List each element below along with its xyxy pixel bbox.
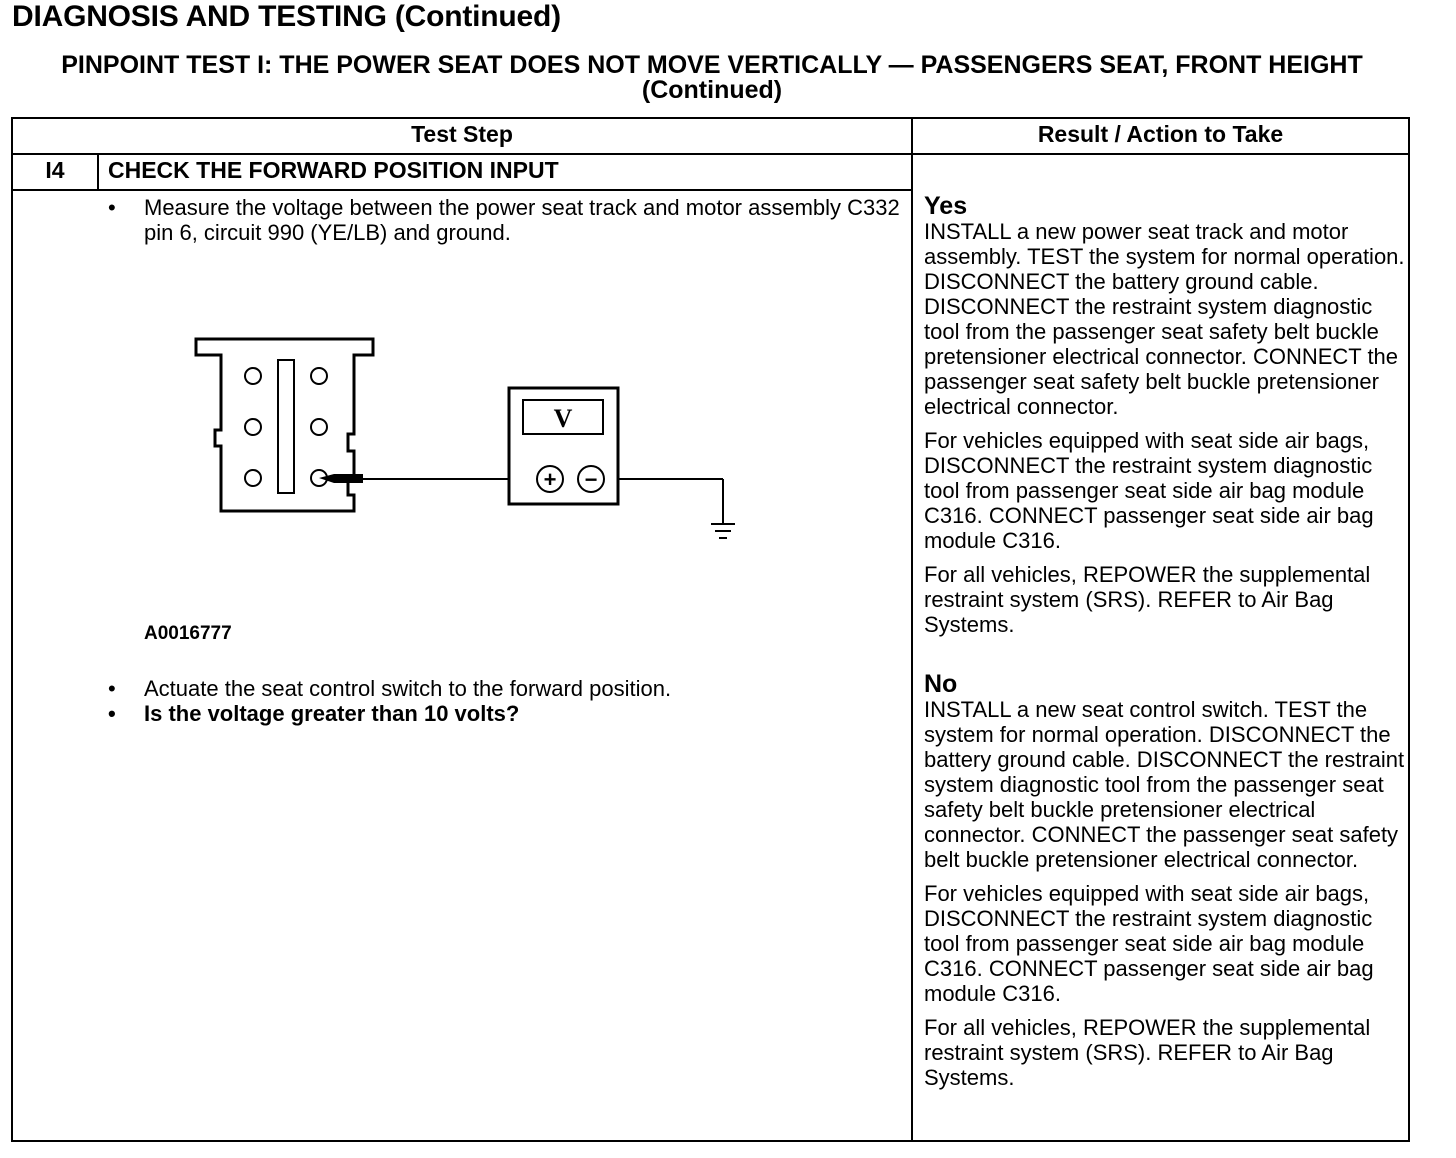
bullet-text: Measure the voltage between the power seat track and motor assembly C332 pin 6, circuit 990 (YE/LB) and ground.: [144, 195, 900, 245]
voltmeter-connector-diagram: [191, 331, 751, 561]
connector-pin: [245, 419, 261, 435]
connector-pin: [311, 368, 327, 384]
pinpoint-test-table: [11, 117, 1410, 1142]
yes-paragraph: For all vehicles, REPOWER the supplemental restraint system (SRS). REFER to Air Bag Systems.: [924, 562, 1371, 637]
ground-symbol-icon: [711, 524, 735, 538]
test-step-header: Test Step: [411, 121, 513, 147]
yes-paragraph: INSTALL a new power seat track and motor assembly. TEST the system for normal operation. DISCONNECT the battery ground cable. DISCONNECT the restraint system diagnostic tool from the passenger seat safety belt buckle pretensioner electrical connector. CONNECT the passenger seat safety belt buckle pretensioner electrical connector.: [924, 219, 1405, 419]
result-header: Result / Action to Take: [1037, 121, 1284, 147]
connector-pin: [245, 470, 261, 486]
positive-terminal-label: +: [543, 467, 557, 492]
bullet-measure: [108, 195, 908, 245]
connector-pin: [245, 368, 261, 384]
bullet-dot: •: [108, 676, 116, 701]
bullet-text: Is the voltage greater than 10 volts?: [144, 701, 520, 726]
bullet-question: [108, 701, 908, 726]
bullet-actuate: [108, 676, 908, 701]
step-title: CHECK THE FORWARD POSITION INPUT: [108, 157, 559, 183]
result-no: [924, 671, 1410, 1099]
no-label: No: [924, 670, 958, 698]
negative-terminal-label: −: [584, 467, 598, 492]
bullet-dot: •: [108, 701, 116, 726]
column-divider: [911, 119, 913, 1140]
connector-center-key: [278, 360, 294, 493]
figure-code: A0016777: [144, 623, 232, 644]
result-yes: [924, 193, 1410, 646]
header-row-divider: [13, 153, 1408, 155]
step-title-divider: [13, 189, 911, 191]
connector-c332-outline: [196, 339, 373, 511]
connector-pin: [311, 419, 327, 435]
yes-paragraph: For vehicles equipped with seat side air bags, DISCONNECT the restraint system diagnostic tool from passenger seat side air bag module C316. CONNECT passenger seat side air bag module C316.: [924, 428, 1374, 553]
step-id: I4: [45, 157, 65, 183]
step-id-divider: [97, 153, 99, 190]
bullet-dot: •: [108, 195, 116, 220]
no-paragraph: For all vehicles, REPOWER the supplemental restraint system (SRS). REFER to Air Bag Systems.: [924, 1015, 1371, 1090]
page-title: DIAGNOSIS AND TESTING (Continued): [12, 0, 561, 33]
bullet-text: Actuate the seat control switch to the forward position.: [144, 676, 672, 701]
pinpoint-test-title: PINPOINT TEST I: THE POWER SEAT DOES NOT MOVE VERTICALLY — PASSENGERS SEAT, FRONT HEIGHT (Continued): [61, 51, 1363, 104]
no-paragraph: For vehicles equipped with seat side air bags, DISCONNECT the restraint system diagnostic tool from passenger seat side air bag module C316. CONNECT passenger seat side air bag module C316.: [924, 881, 1374, 1006]
voltmeter-display-label: V: [553, 404, 573, 433]
yes-label: Yes: [924, 192, 968, 220]
no-paragraph: INSTALL a new seat control switch. TEST the system for normal operation. DISCONNECT the battery ground cable. DISCONNECT the restraint system diagnostic tool from the passenger seat safety belt buckle pretensioner electrical connector. CONNECT the passenger seat safety belt buckle pretensioner electrical connector.: [924, 697, 1405, 872]
